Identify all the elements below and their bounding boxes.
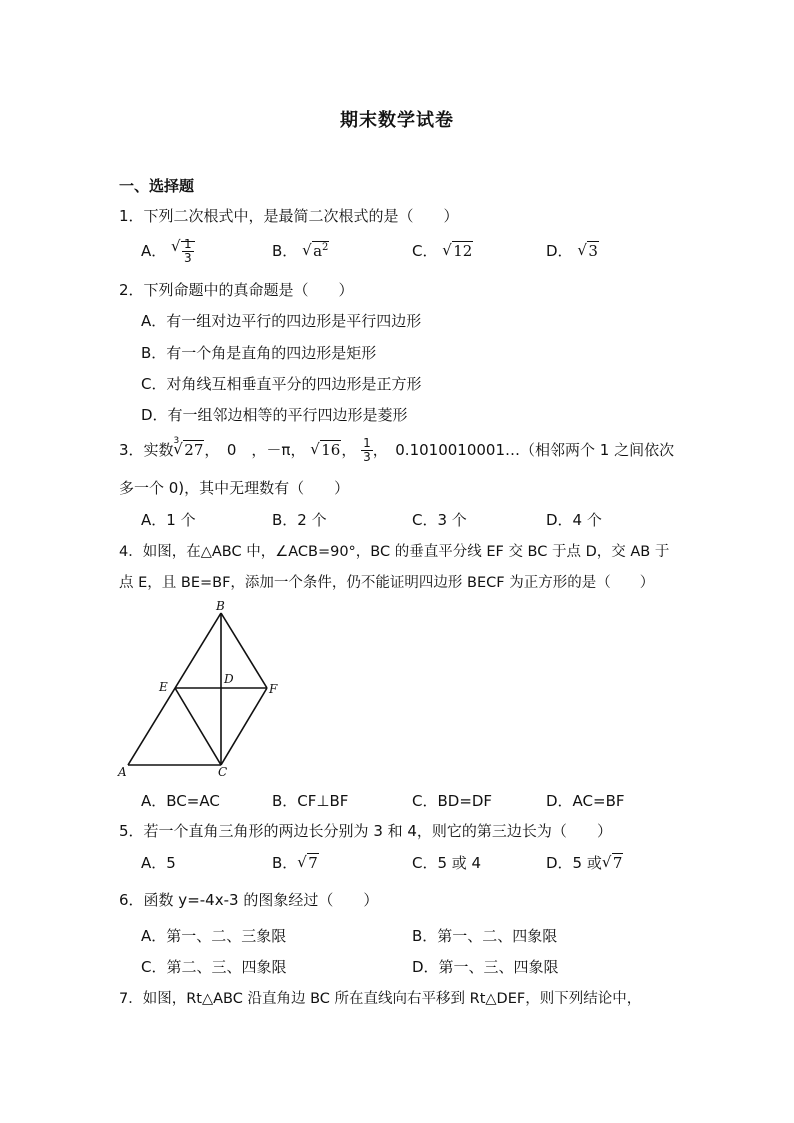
segment-fc: [221, 688, 267, 765]
q6-option-d: D．第一、三、四象限: [412, 958, 559, 976]
q2-option-a: A．有一组对边平行的四边形是平行四边形: [141, 312, 422, 330]
q2-stem: 2．下列命题中的真命题是（ ）: [119, 281, 354, 299]
q3-option-d: D．4 个: [546, 511, 602, 529]
label-c: C: [218, 765, 228, 779]
label-b: B: [216, 599, 225, 613]
q4-figure: [110, 595, 290, 780]
page-title: 期末数学试卷: [340, 110, 454, 131]
q3-stem-line2: 多一个 0)，其中无理数有（ ）: [119, 479, 350, 497]
q5-option-d: D．5 或√ 7: [546, 852, 623, 873]
label-a: A: [118, 765, 127, 779]
q5-option-c: C．5 或 4: [412, 854, 482, 872]
q3-option-b: B．2 个: [272, 511, 327, 529]
q4-option-a: A．BC=AC: [141, 792, 220, 810]
q4-option-d: D．AC=BF: [546, 792, 625, 810]
label-e: E: [159, 680, 168, 694]
q4-option-b: B．CF⊥BF: [272, 792, 349, 810]
segment-ec: [175, 688, 221, 765]
q3-stem-line1: 3．实数$^3$√ 27， 0 ，－π， √ 16， $\frac{1}{3}$ ， 0.1010010001…（相邻两个 1 之间依次: [119, 437, 674, 464]
section-heading: 一、选择题: [119, 177, 195, 195]
q2-option-b: B．有一个角是直角的四边形是矩形: [141, 344, 377, 362]
q2-option-c: C．对角线互相垂直平分的四边形是正方形: [141, 375, 422, 393]
q3-option-a: A．1 个: [141, 511, 196, 529]
q1-option-b: B． √ $a^2$: [272, 240, 329, 261]
q5-stem: 5．若一个直角三角形的两边长分别为 3 和 4，则它的第三边长为（ ）: [119, 822, 612, 840]
q2-option-d: D．有一组邻边相等的平行四边形是菱形: [141, 406, 408, 424]
q1-option-c: C． √ 12: [412, 240, 473, 261]
q3-option-c: C．3 个: [412, 511, 467, 529]
label-f: F: [269, 682, 278, 696]
q4-stem-line2: 点 E，且 BE=BF，添加一个条件，仍不能证明四边形 BECF 为正方形的是（ ）: [119, 575, 655, 591]
q5-option-b: B．√ 7: [272, 852, 319, 873]
q4-stem-line1: 4．如图，在△ABC 中，∠ACB=90°，BC 的垂直平分线 EF 交 BC 于点 D，交 AB 于: [119, 544, 670, 560]
q1-option-a: A． √ $\frac{1}{3}$: [141, 238, 195, 265]
q6-option-c: C．第二、三、四象限: [141, 958, 287, 976]
q6-stem: 6．函数 y=-4x-3 的图象经过（ ）: [119, 891, 379, 909]
q4-option-c: C．BD=DF: [412, 792, 493, 810]
q6-option-a: A．第一、二、三象限: [141, 927, 287, 945]
q5-option-a: A．5: [141, 854, 176, 872]
q7-stem: 7．如图，Rt△ABC 沿直角边 BC 所在直线向右平移到 Rt△DEF，则下列结论中，: [119, 991, 642, 1007]
q1-stem: 1．下列二次根式中，是最简二次根式的是（ ）: [119, 207, 459, 225]
q1-option-d: D． √ 3: [546, 240, 599, 261]
label-d: D: [224, 672, 234, 686]
q6-option-b: B．第一、二、四象限: [412, 927, 558, 945]
